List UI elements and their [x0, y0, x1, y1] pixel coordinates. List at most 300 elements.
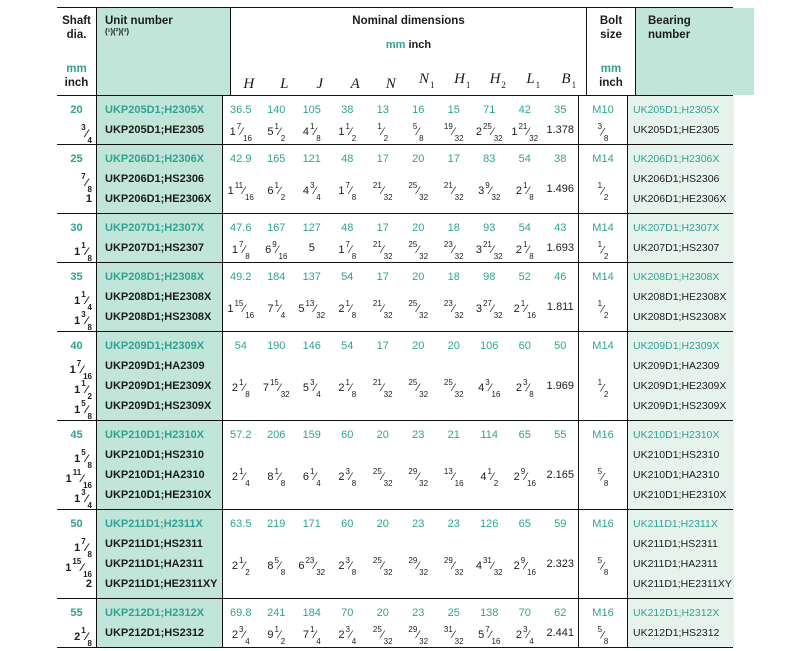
dimensions-mm-row — [223, 603, 578, 623]
dim-inch-value: $1^{15}⁄_{16}$ — [227, 298, 255, 321]
dimensions-cell — [223, 510, 578, 598]
unit-number-cell — [96, 214, 223, 262]
dimensions-mm-row — [223, 514, 578, 534]
dim-inch-value: $^{29}⁄_{32}$ — [408, 466, 429, 489]
dim-mm-value: 127 — [302, 222, 321, 234]
unit-number: UKP209D1;HA2309 — [105, 360, 205, 372]
nominal-dimensions-label: Nominal dimensions — [352, 15, 465, 27]
dim-mm-value: 25 — [447, 607, 460, 619]
unit-number-footnote-refs: (¹)(²)(³) — [105, 27, 129, 36]
dimensions-cell — [223, 263, 578, 331]
dim-mm-value: 20 — [376, 429, 389, 441]
dim-mm-value: 49.2 — [230, 271, 252, 283]
bearing-number: UK211D1;HE2311XY — [633, 578, 732, 590]
dim-inch-value: 2.441 — [546, 626, 575, 639]
dimensions-inch-row — [223, 466, 578, 489]
dim-inch-value: $^{29}⁄_{32}$ — [408, 555, 429, 578]
dim-mm-value: 165 — [267, 153, 286, 165]
bearing-number-cell — [628, 96, 734, 144]
bolt-size-mm: M14 — [592, 340, 614, 352]
table-row-group-25mm — [57, 145, 733, 214]
dim-inch-value: $^{29}⁄_{32}$ — [443, 555, 464, 578]
dimensions-mm-row — [223, 336, 578, 356]
bolt-size-inch: $^1⁄_2$ — [597, 239, 609, 262]
unit-number: UKP209D1;HS2309X — [105, 400, 212, 412]
dim-mm-value: 146 — [302, 340, 321, 352]
dimensions-inch-row — [223, 555, 578, 578]
shaft-dia-cell — [57, 510, 96, 598]
bolt-size-cell — [578, 510, 628, 598]
dim-mm-value: 70 — [341, 607, 354, 619]
shaft-dia-inch: $1^{15}⁄_{16}$ — [65, 557, 92, 579]
dimension-letter-row — [231, 52, 586, 95]
dim-mm-value: 20 — [376, 607, 389, 619]
dim-mm-value: 17 — [376, 222, 389, 234]
dim-mm-value: 21 — [447, 429, 460, 441]
dim-mm-value: 23 — [447, 518, 460, 530]
shaft-dia-inch: $1^3⁄_4$ — [74, 488, 92, 510]
unit-number: UKP209D1;H2309X — [105, 340, 205, 352]
dim-mm-value: 65 — [518, 518, 531, 530]
bearing-number: UK208D1;HE2308X — [633, 291, 727, 303]
dimensions-cell — [223, 145, 578, 213]
dim-inch-value: $2^1⁄_2$ — [231, 555, 250, 578]
dim-mm-value: 54 — [234, 340, 247, 352]
dim-mm-value: 219 — [267, 518, 286, 530]
dim-mm-value: 138 — [480, 607, 499, 619]
dim-mm-value: 47.6 — [230, 222, 252, 234]
dimensions-cell — [223, 214, 578, 262]
dim-mm-value: 65 — [518, 429, 531, 441]
header-bearing-number — [636, 8, 754, 95]
shaft-dia-cell — [57, 96, 96, 144]
dim-inch-value: $1^1⁄_2$ — [338, 121, 357, 144]
unit-number: UKP205D1;HE2305 — [105, 124, 205, 136]
unit-number: UKP210D1;H2310X — [105, 429, 205, 441]
dim-inch-value: $1^{21}⁄_{32}$ — [511, 121, 539, 144]
dim-inch-value: $6^1⁄_4$ — [302, 466, 321, 489]
dim-mm-value: 54 — [341, 271, 354, 283]
dim-inch-value: 1.693 — [546, 241, 575, 254]
dimensions-mm-row — [223, 149, 578, 169]
bearing-number: UK210D1;HE2310X — [633, 489, 727, 501]
dim-mm-value: 126 — [480, 518, 499, 530]
bearing-number: UK206D1;H2306X — [633, 153, 720, 165]
dim-mm-value: 57.2 — [230, 429, 252, 441]
shaft-dia-inch: 2 — [85, 578, 92, 590]
shaft-inch-label: inch — [64, 77, 89, 89]
dim-inch-value: $6^9⁄_{16}$ — [265, 239, 288, 262]
dim-inch-value: $2^3⁄_8$ — [338, 555, 357, 578]
dim-inch-value: $2^1⁄_{16}$ — [513, 298, 536, 321]
bearing-number: UK210D1;H2310X — [633, 429, 720, 441]
dim-mm-value: 171 — [302, 518, 321, 530]
dim-inch-value: $4^{31}⁄_{32}$ — [475, 555, 503, 578]
unit-number: UKP206D1;HE2306X — [105, 193, 212, 205]
shaft-dia-inch: $1^{11}⁄_{16}$ — [65, 468, 92, 490]
bearing-number: UK207D1;H2307X — [633, 222, 720, 234]
dim-mm-value: 63.5 — [230, 518, 252, 530]
dim-inch-value: $^{25}⁄_{32}$ — [408, 239, 429, 262]
header-bolt-size — [586, 8, 636, 95]
unit-number: UKP208D1;HE2308X — [105, 291, 212, 303]
bearing-number: UK212D1;HS2312 — [633, 627, 720, 639]
dimensions-inch-row — [223, 377, 578, 400]
table-body — [57, 96, 733, 648]
dim-inch-value: $1^7⁄_8$ — [231, 239, 250, 262]
shaft-dia-inch: $1^3⁄_8$ — [74, 310, 92, 332]
dim-inch-value: $^{21}⁄_{32}$ — [443, 180, 464, 203]
shaft-dia-mm: 35 — [70, 271, 83, 283]
dim-inch-value: $6^1⁄_2$ — [267, 180, 286, 203]
dim-mm-value: 38 — [341, 104, 354, 116]
shaft-dia-inch: $^3⁄_4$ — [81, 123, 92, 145]
dimensions-inch-row — [223, 239, 578, 262]
dim-inch-value: $2^1⁄_4$ — [231, 466, 250, 489]
dim-inch-value: $2^1⁄_8$ — [515, 180, 534, 203]
dim-letter-h_1: $H_1$ — [454, 71, 471, 90]
dimensions-inch-row — [223, 121, 578, 144]
dim-inch-value: $^{21}⁄_{32}$ — [372, 180, 393, 203]
bolt-size-inch: $^5⁄_8$ — [597, 466, 609, 489]
dim-mm-value: 23 — [412, 607, 425, 619]
bearing-dimensions-table — [57, 7, 733, 648]
dim-mm-value: 54 — [518, 153, 531, 165]
bearing-number-cell — [628, 145, 734, 213]
dimensions-mm-row — [223, 100, 578, 120]
table-row-group-40mm — [57, 332, 733, 421]
dim-inch-value: $5^7⁄_{16}$ — [478, 624, 501, 647]
dim-inch-value: $^{25}⁄_{32}$ — [372, 555, 393, 578]
shaft-dia-mm: 25 — [70, 153, 83, 165]
unit-number: UKP206D1;H2306X — [105, 153, 205, 165]
bolt-size-inch: $^1⁄_2$ — [597, 298, 609, 321]
dim-inch-value: 2.165 — [546, 468, 575, 481]
table-row-group-50mm — [57, 510, 733, 599]
dim-mm-value: 70 — [518, 607, 531, 619]
dim-mm-value: 38 — [554, 153, 567, 165]
unit-number-cell — [96, 96, 223, 144]
shaft-dia-inch: $1^5⁄_8$ — [74, 399, 92, 421]
dim-mm-value: 17 — [376, 153, 389, 165]
dim-mm-value: 71 — [483, 104, 496, 116]
bearing-number-cell — [628, 599, 734, 647]
shaft-dia-cell — [57, 332, 96, 420]
unit-number: UKP208D1;HS2308X — [105, 311, 212, 323]
dim-mm-value: 241 — [267, 607, 286, 619]
table-row-group-45mm — [57, 421, 733, 510]
unit-number: UKP208D1;H2308X — [105, 271, 205, 283]
dim-inch-value: $^{21}⁄_{32}$ — [372, 377, 393, 400]
shaft-dia-mm: 55 — [70, 607, 83, 619]
dim-mm-value: 83 — [483, 153, 496, 165]
dim-inch-value: $^{25}⁄_{32}$ — [372, 624, 393, 647]
bearing-number: UK208D1;H2308X — [633, 271, 720, 283]
shaft-dia-mm: 40 — [70, 340, 83, 352]
shaft-dia-mm: 20 — [70, 104, 83, 116]
dim-inch-value: $2^3⁄_8$ — [338, 466, 357, 489]
dim-letter-b_1: $B_1$ — [561, 71, 577, 90]
dim-mm-value: 23 — [412, 518, 425, 530]
bearing-number: UK209D1;HE2309X — [633, 380, 727, 392]
dim-inch-value: $2^9⁄_{16}$ — [513, 555, 536, 578]
bearing-number: UK205D1;H2305X — [633, 104, 720, 116]
unit-number: UKP207D1;H2307X — [105, 222, 205, 234]
unit-number: UKP210D1;HE2310X — [105, 489, 212, 501]
bearing-number: UK209D1;HS2309X — [633, 400, 727, 412]
bearing-number: UK210D1;HS2310 — [633, 449, 720, 461]
dim-mm-value: 42.9 — [230, 153, 252, 165]
bearing-number: UK211D1;HS2311 — [633, 538, 718, 550]
dim-inch-value: $3^{27}⁄_{32}$ — [475, 298, 503, 321]
dim-inch-value: 1.496 — [546, 182, 575, 195]
dim-letter-a: A — [350, 76, 360, 92]
bolt-size-inch: $^5⁄_8$ — [597, 555, 609, 578]
dim-mm-value: 159 — [302, 429, 321, 441]
dim-inch-value: $^{25}⁄_{32}$ — [408, 180, 429, 203]
bolt-size-mm: M16 — [592, 429, 614, 441]
dim-inch-value: $4^3⁄_4$ — [302, 180, 321, 203]
dim-inch-value: 1.969 — [546, 379, 575, 392]
dim-inch-value: $^5⁄_8$ — [412, 121, 424, 144]
dim-mm-value: 59 — [554, 518, 567, 530]
shaft-dia-inch: $1^7⁄_{16}$ — [69, 359, 92, 381]
dim-inch-value: $^{25}⁄_{32}$ — [408, 298, 429, 321]
dimensions-cell — [223, 599, 578, 647]
bearing-number-cell — [628, 332, 734, 420]
dim-mm-value: 54 — [341, 340, 354, 352]
header-shaft-dia — [57, 8, 96, 95]
shaft-dia-inch: 1 — [85, 193, 92, 205]
bearing-number: UK205D1;HE2305 — [633, 124, 720, 136]
unit-number-cell — [96, 332, 223, 420]
bearing-number-cell — [628, 510, 734, 598]
unit-number: UKP205D1;H2305X — [105, 104, 205, 116]
dim-inch-value: $2^3⁄_8$ — [515, 377, 534, 400]
dimensions-mm-row — [223, 425, 578, 445]
dim-inch-value: $9^1⁄_2$ — [267, 624, 286, 647]
unit-number: UKP211D1;HS2311 — [105, 538, 203, 550]
dim-mm-value: 13 — [376, 104, 389, 116]
shaft-dia-inch: $1^1⁄_4$ — [74, 290, 92, 312]
dim-inch-value: $1^7⁄_8$ — [338, 180, 357, 203]
dim-inch-value: $2^3⁄_4$ — [338, 624, 357, 647]
bolt-size-cell — [578, 96, 628, 144]
dim-inch-value: $^{21}⁄_{32}$ — [372, 298, 393, 321]
bolt-size-cell — [578, 332, 628, 420]
nominal-units-label — [231, 38, 586, 52]
dim-inch-value: $^{31}⁄_{32}$ — [443, 624, 464, 647]
bolt-mm-label: mm — [600, 63, 622, 75]
unit-number-cell — [96, 599, 223, 647]
dim-inch-value: $8^5⁄_8$ — [267, 555, 286, 578]
shaft-dia-inch: $1^5⁄_8$ — [74, 448, 92, 470]
bearing-number-cell — [628, 421, 734, 509]
dim-mm-value: 60 — [341, 518, 354, 530]
dim-mm-value: 54 — [518, 222, 531, 234]
bearing-number: UK206D1;HS2306 — [633, 173, 720, 185]
unit-number: UKP212D1;HS2312 — [105, 627, 205, 639]
bolt-size-inch: $^3⁄_8$ — [597, 121, 609, 144]
dim-mm-value: 190 — [267, 340, 286, 352]
dim-letter-n: N — [385, 76, 396, 92]
dim-letter-h_2: $H_2$ — [489, 71, 506, 90]
dim-inch-value: $4^1⁄_2$ — [480, 466, 499, 489]
shaft-dia-cell — [57, 214, 96, 262]
dimensions-cell — [223, 332, 578, 420]
dim-mm-value: 55 — [554, 429, 567, 441]
dim-mm-value: 20 — [412, 222, 425, 234]
dim-mm-value: 20 — [376, 518, 389, 530]
dim-inch-value: $1^7⁄_{16}$ — [229, 121, 252, 144]
bearing-number: UK210D1;HA2310 — [633, 469, 720, 481]
bolt-size-mm: M14 — [592, 222, 614, 234]
shaft-mm-label: mm — [66, 63, 87, 75]
unit-number-label: Unit number — [105, 15, 173, 27]
bearing-number: UK209D1;H2309X — [633, 340, 720, 352]
unit-number: UKP210D1;HA2310 — [105, 469, 205, 481]
bolt-size-cell — [578, 214, 628, 262]
bolt-size-cell — [578, 145, 628, 213]
dim-inch-value: $4^1⁄_8$ — [302, 121, 321, 144]
dim-letter-j: J — [316, 76, 324, 92]
bearing-number-label-2: number — [648, 29, 691, 41]
table-row-group-35mm — [57, 263, 733, 332]
header-nominal-dimensions — [231, 8, 586, 95]
dim-inch-value: $2^9⁄_{16}$ — [513, 466, 536, 489]
dim-mm-value: 106 — [480, 340, 499, 352]
dim-inch-value: 5 — [308, 241, 315, 254]
dimensions-mm-row — [223, 218, 578, 238]
dim-mm-value: 23 — [412, 429, 425, 441]
unit-number: UKP207D1;HS2307 — [105, 242, 205, 254]
dim-mm-value: 121 — [302, 153, 321, 165]
dim-mm-value: 60 — [341, 429, 354, 441]
unit-number-cell — [96, 510, 223, 598]
bolt-size-label-1: Bolt — [599, 15, 623, 27]
dim-mm-value: 43 — [554, 222, 567, 234]
unit-number-cell — [96, 263, 223, 331]
dim-inch-value: $2^1⁄_8$ — [338, 377, 357, 400]
unit-number-cell — [96, 145, 223, 213]
dim-inch-value: $^{25}⁄_{32}$ — [372, 466, 393, 489]
dim-inch-value: $^1⁄_2$ — [377, 121, 389, 144]
dim-inch-value: $7^1⁄_4$ — [302, 624, 321, 647]
bearing-number: UK207D1;HS2307 — [633, 242, 720, 254]
bearing-number: UK209D1;HA2309 — [633, 360, 720, 372]
bolt-size-cell — [578, 599, 628, 647]
header-unit-number — [96, 8, 231, 95]
dim-inch-value: $3^9⁄_{32}$ — [478, 180, 501, 203]
unit-number: UKP209D1;HE2309X — [105, 380, 212, 392]
dim-mm-value: 140 — [267, 104, 286, 116]
dim-inch-value: $4^3⁄_{16}$ — [478, 377, 501, 400]
shaft-dia-inch: $2^1⁄_8$ — [74, 626, 92, 648]
dim-inch-value: $^{13}⁄_{16}$ — [443, 466, 464, 489]
bearing-number: UK212D1;H2312X — [633, 607, 720, 619]
dim-inch-value: $^{19}⁄_{32}$ — [443, 121, 464, 144]
dim-mm-value: 17 — [376, 340, 389, 352]
bearing-number: UK208D1;HS2308X — [633, 311, 727, 323]
dim-mm-value: 69.8 — [230, 607, 252, 619]
dimensions-inch-row — [223, 624, 578, 647]
dim-inch-value: $1^7⁄_8$ — [338, 239, 357, 262]
bolt-size-mm: M16 — [592, 518, 614, 530]
dim-inch-value: $^{29}⁄_{32}$ — [408, 624, 429, 647]
bearing-number: UK206D1;HE2306X — [633, 193, 727, 205]
shaft-dia-inch: $1^1⁄_2$ — [74, 379, 92, 401]
dim-inch-value: $7^1⁄_4$ — [267, 298, 286, 321]
dim-inch-value: $5^1⁄_2$ — [267, 121, 286, 144]
shaft-dia-cell — [57, 599, 96, 647]
dimensions-mm-row — [223, 267, 578, 287]
dim-mm-value: 17 — [376, 271, 389, 283]
table-row-group-55mm — [57, 599, 733, 648]
shaft-dia-label-1: Shaft — [62, 15, 91, 27]
dim-mm-value: 184 — [267, 271, 286, 283]
table-header — [57, 8, 733, 96]
dimensions-inch-row — [223, 298, 578, 321]
dim-inch-value: $8^1⁄_8$ — [267, 466, 286, 489]
shaft-dia-cell — [57, 145, 96, 213]
unit-number: UKP211D1;HE2311XY — [105, 578, 218, 590]
dim-mm-value: 20 — [412, 153, 425, 165]
bearing-number-label-1: Bearing — [648, 15, 691, 27]
dim-mm-value: 20 — [412, 340, 425, 352]
bolt-size-inch: $^1⁄_2$ — [597, 377, 609, 400]
dim-mm-value: 137 — [302, 271, 321, 283]
dim-inch-value: $2^3⁄_4$ — [515, 624, 534, 647]
dimensions-inch-row — [223, 180, 578, 203]
bolt-inch-label: inch — [599, 77, 623, 89]
dimensions-cell — [223, 96, 578, 144]
dim-mm-value: 114 — [480, 429, 499, 441]
dim-mm-value: 48 — [341, 153, 354, 165]
dim-mm-value: 42 — [518, 104, 531, 116]
dim-inch-value: $^{25}⁄_{32}$ — [408, 377, 429, 400]
dim-letter-l: L — [280, 76, 289, 92]
dim-mm-value: 167 — [267, 222, 286, 234]
dim-inch-value: $7^{15}⁄_{32}$ — [262, 377, 290, 400]
dim-mm-value: 62 — [554, 607, 567, 619]
bearing-number: UK211D1;H2311X — [633, 518, 718, 530]
dim-inch-value: 1.811 — [546, 300, 574, 313]
dim-mm-value: 184 — [302, 607, 321, 619]
dim-letter-l_1: $L_1$ — [526, 71, 541, 90]
dim-inch-value: $5^3⁄_4$ — [302, 377, 321, 400]
bolt-size-label-2: size — [600, 29, 622, 41]
dim-inch-value: $2^1⁄_8$ — [338, 298, 357, 321]
bearing-number-cell — [628, 263, 734, 331]
dim-letter-h: H — [243, 76, 255, 92]
dim-mm-value: 50 — [554, 340, 567, 352]
dim-inch-value: 2.323 — [546, 557, 575, 570]
unit-number: UKP211D1;HA2311 — [105, 558, 204, 570]
bolt-size-mm: M14 — [592, 153, 614, 165]
dim-mm-value: 17 — [447, 153, 460, 165]
unit-number: UKP212D1;H2312X — [105, 607, 205, 619]
dim-mm-value: 98 — [483, 271, 496, 283]
dim-mm-value: 15 — [447, 104, 460, 116]
unit-number: UKP210D1;HS2310 — [105, 449, 205, 461]
dim-inch-value: $2^{25}⁄_{32}$ — [475, 121, 503, 144]
nominal-inch-label: inch — [408, 39, 432, 51]
nominal-mm-label: mm — [385, 39, 406, 51]
shaft-dia-mm: 45 — [70, 429, 83, 441]
dim-inch-value: $^{23}⁄_{32}$ — [443, 239, 464, 262]
shaft-dia-inch: $1^1⁄_8$ — [74, 241, 92, 263]
dim-mm-value: 20 — [412, 271, 425, 283]
